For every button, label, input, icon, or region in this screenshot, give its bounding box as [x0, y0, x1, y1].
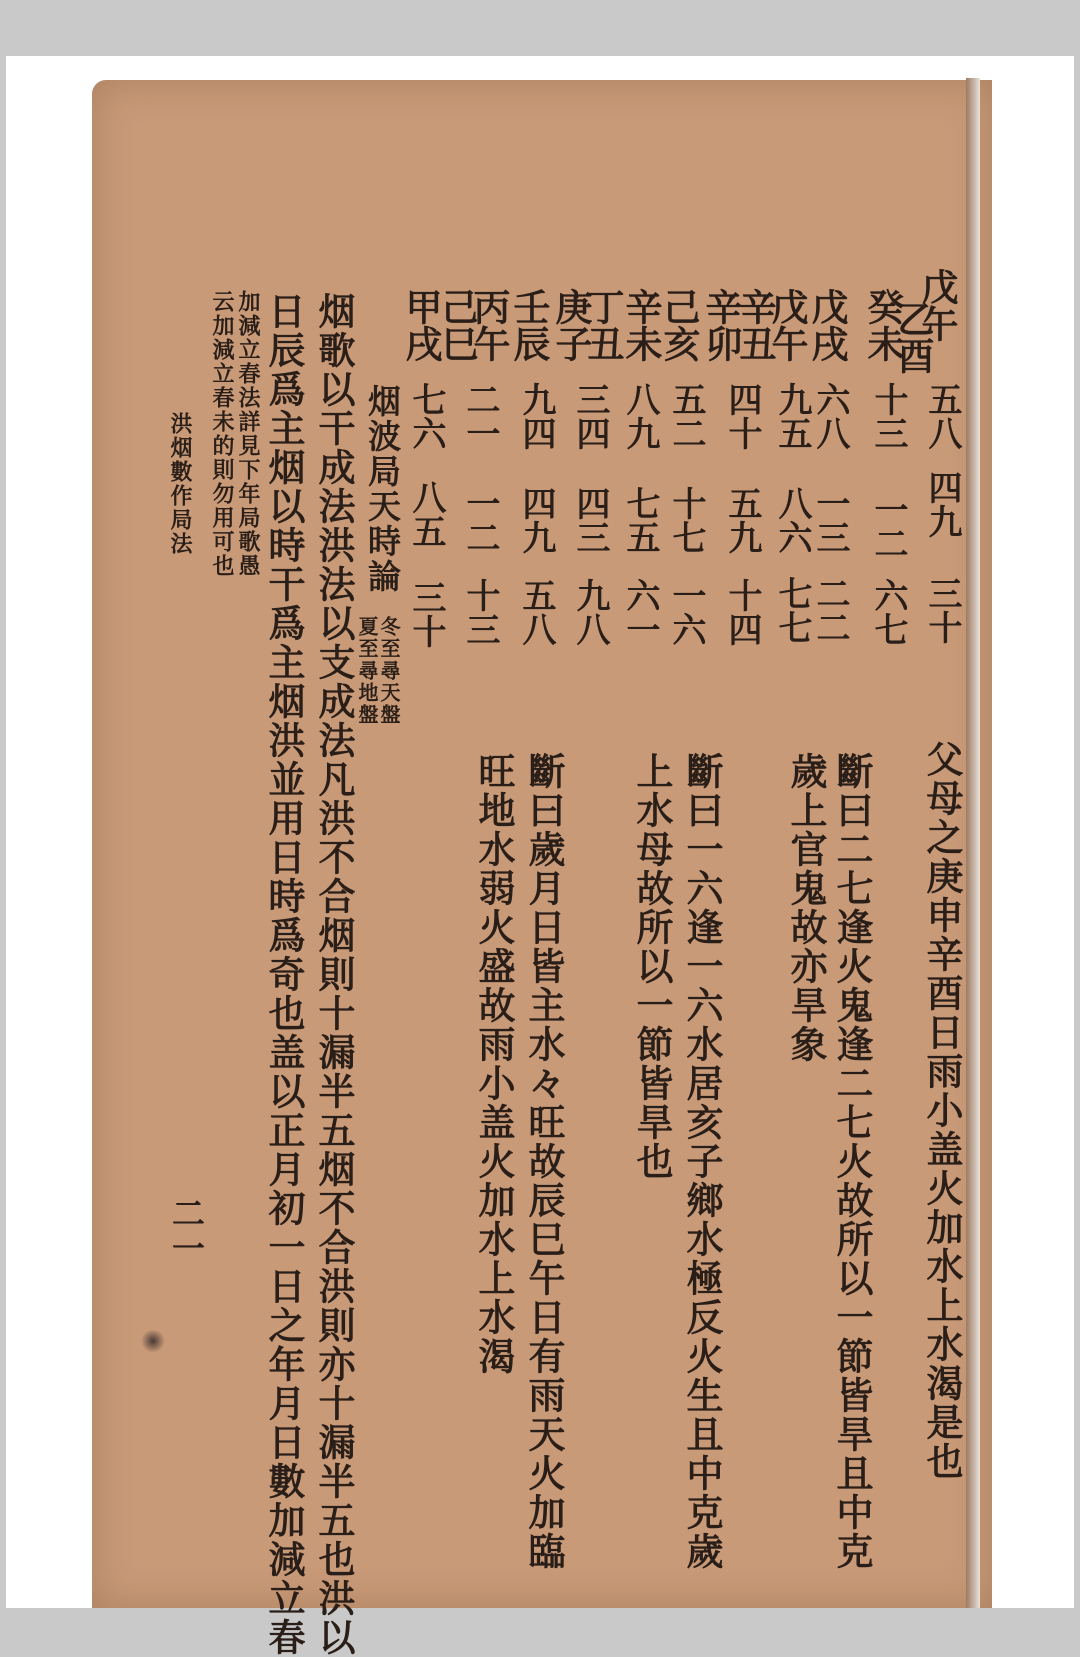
body-line: 日辰爲主烟以時干爲主烟洪並用日時爲奇也盖以正月初一日之年月日數加減立春 — [262, 292, 306, 1657]
stem-cell: 己巳 — [435, 288, 479, 362]
number-cell: 十三 — [460, 578, 500, 646]
number-cell: 四九 — [516, 486, 556, 554]
number-cell: 十三 — [868, 382, 908, 450]
number-cell: 五八 — [922, 382, 962, 450]
stem-cell: 戊戌 — [805, 288, 849, 362]
number-cell: 六八 — [810, 382, 850, 450]
judgment-line: 斷曰歲月日皆主水々旺故辰巳午日有雨天火加臨 — [522, 752, 566, 1571]
number-cell: 四十 — [722, 382, 762, 450]
margin-title: 洪烟數作局法 — [167, 412, 193, 556]
number-cell: 一三 — [810, 486, 850, 554]
number-cell: 三四 — [570, 382, 610, 450]
number-cell: 四九 — [922, 470, 962, 538]
section-note: 夏至尋地盤 — [355, 616, 379, 726]
number-cell: 十七 — [666, 486, 706, 554]
judgment-line: 上水母故所以一節皆旱也 — [630, 752, 674, 1181]
number-cell: 一二 — [868, 492, 908, 560]
stem-cell: 己亥 — [657, 288, 701, 362]
number-cell: 一六 — [666, 578, 706, 646]
number-cell: 二二 — [810, 576, 850, 644]
stem-cell: 乙酉 — [891, 300, 935, 374]
number-cell: 四三 — [570, 486, 610, 554]
judgment-line: 斷曰一六逢一六水居亥子鄉水極反火生且中克歲 — [680, 752, 724, 1571]
number-cell: 三十 — [406, 580, 446, 648]
stem-cell: 丙午 — [467, 288, 511, 362]
judgment-line: 歲上官鬼故亦旱象 — [784, 752, 828, 1064]
continuation-line: 父母之庚申辛酉日雨小盖火加水上水渴是也 — [920, 740, 964, 1481]
section-note: 冬至尋天盤 — [377, 616, 401, 726]
number-cell: 五八 — [516, 578, 556, 646]
number-cell: 七七 — [772, 576, 812, 644]
number-cell: 七五 — [620, 486, 660, 554]
page-edge — [966, 78, 980, 1608]
number-cell: 六一 — [620, 578, 660, 646]
number-cell: 六七 — [868, 578, 908, 646]
stem-cell: 壬辰 — [507, 288, 551, 362]
number-cell: 八九 — [620, 382, 660, 450]
stem-cell: 辛未 — [619, 288, 663, 362]
small-note: 云加減立春未的則勿用可也 — [209, 290, 235, 578]
stem-cell: 丁丑 — [581, 288, 625, 362]
number-cell: 三十 — [922, 576, 962, 644]
number-cell: 十四 — [722, 578, 762, 646]
page-number: 二一 — [167, 1196, 206, 1266]
body-line: 烟歌以干成法洪法以支成法凡洪不合烟則十漏半五烟不合洪則亦十漏半五也洪以 — [312, 292, 356, 1657]
judgment-line: 斷曰二七逢火鬼逢二七火故所以一節皆旱且中克 — [830, 752, 874, 1571]
stem-cell: 癸未 — [861, 288, 905, 362]
stem-cell: 甲戌 — [399, 288, 443, 362]
number-cell: 八五 — [406, 480, 446, 548]
number-cell: 九五 — [772, 382, 812, 450]
small-note: 加減立春法詳見下年局歌愚 — [235, 290, 261, 578]
number-cell: 九四 — [516, 382, 556, 450]
ink-smudge — [140, 1330, 166, 1352]
stem-cell: 庚子 — [549, 288, 593, 362]
number-cell: 五二 — [666, 382, 706, 450]
judgment-line: 旺地水弱火盛故雨小盖火加水上水渴 — [472, 752, 516, 1376]
number-cell: 二一 — [460, 382, 500, 450]
number-cell: 一二 — [460, 486, 500, 554]
stem-cell: 戊午 — [915, 268, 959, 342]
stem-cell: 辛丑 — [733, 288, 777, 362]
stem-cell: 辛卯 — [699, 288, 743, 362]
stem-cell: 戊午 — [765, 288, 809, 362]
number-cell: 五九 — [722, 486, 762, 554]
number-cell: 九八 — [570, 578, 610, 646]
number-cell: 八六 — [772, 486, 812, 554]
number-cell: 七六 — [406, 382, 446, 450]
section-title: 烟波局天時論 — [363, 384, 402, 594]
